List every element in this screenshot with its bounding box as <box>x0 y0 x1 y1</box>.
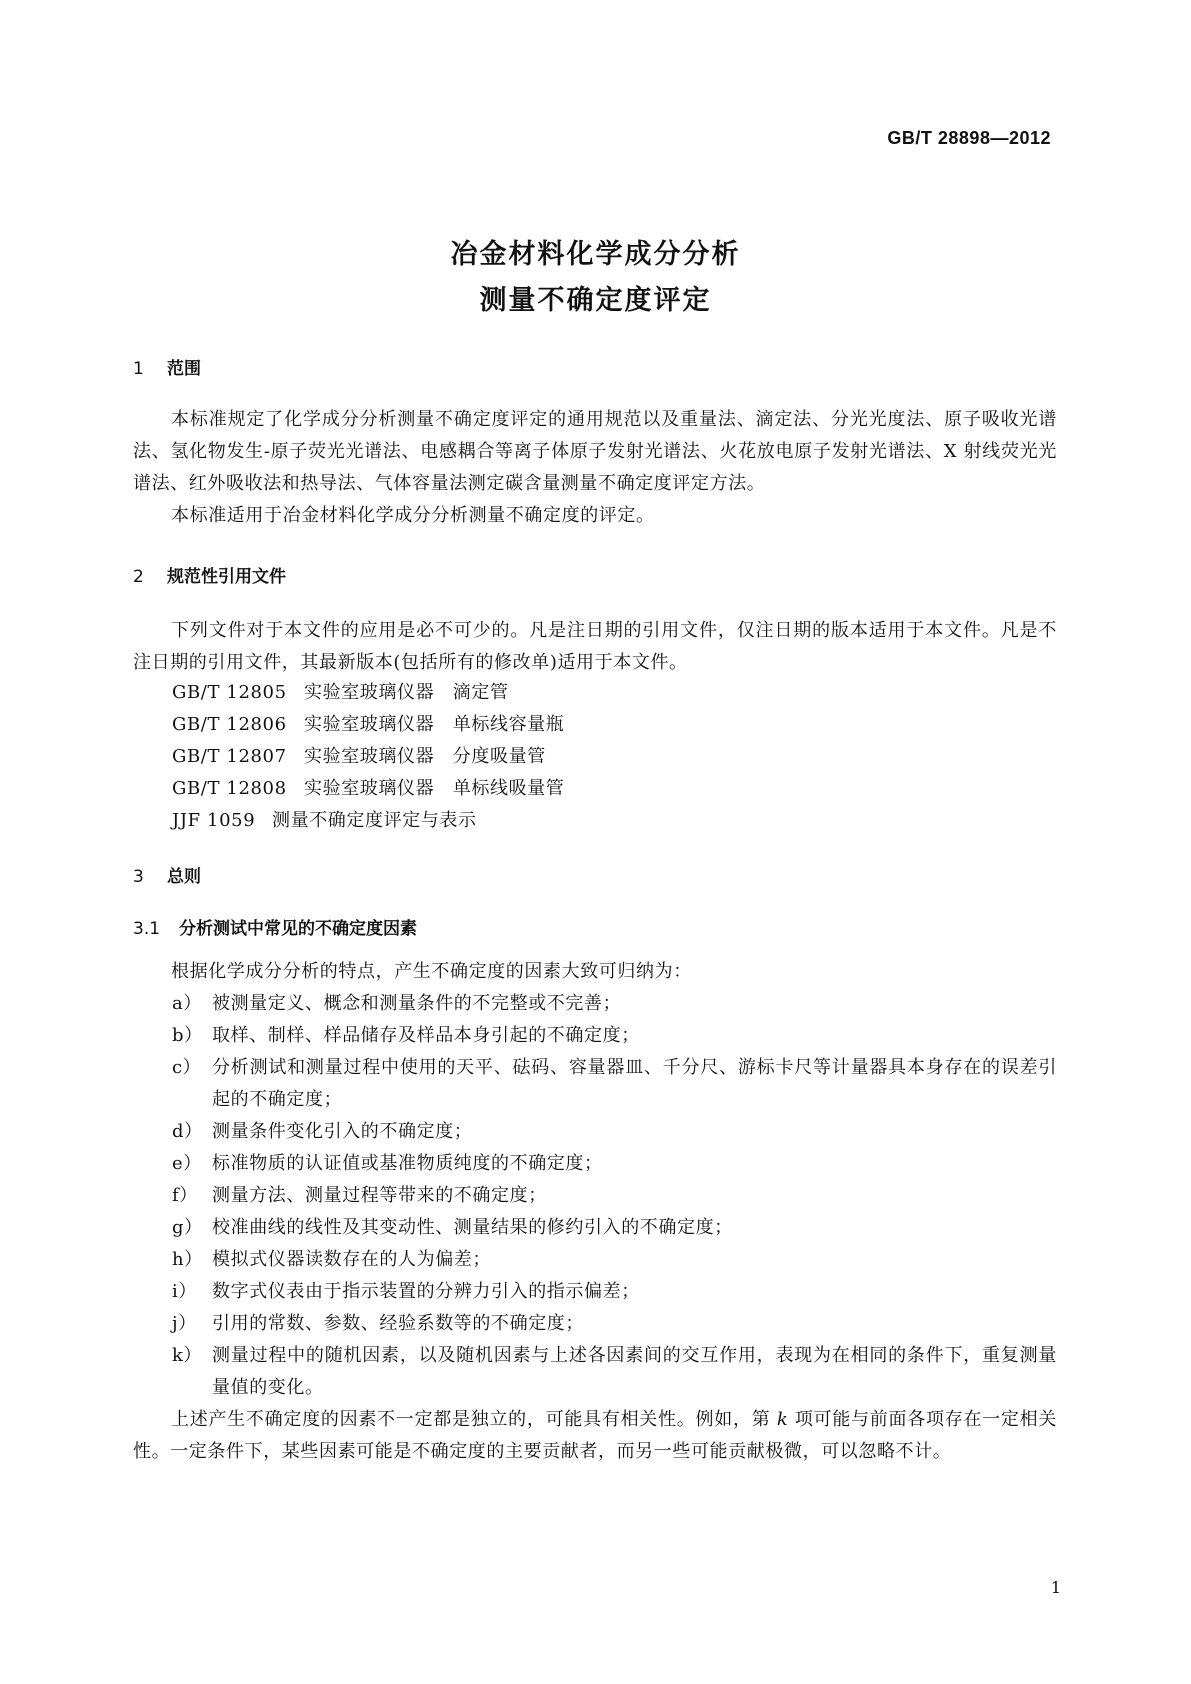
reference-title: 测量不确定度评定与表示 <box>272 810 477 831</box>
list-marker: h） <box>172 1249 203 1270</box>
reference-code: GB/T 12805 <box>172 682 287 703</box>
list-item <box>172 1244 1057 1276</box>
subsection-number: 3.1 <box>133 919 161 939</box>
list-text: 被测量定义、概念和测量条件的不完整或不完善； <box>212 993 622 1014</box>
paragraph-factors-closing <box>133 1404 1057 1468</box>
list-item <box>172 1020 1057 1052</box>
list-text: 测量方法、测量过程等带来的不确定度； <box>212 1185 547 1206</box>
reference-code: GB/T 12806 <box>172 714 287 735</box>
list-marker: g） <box>172 1217 203 1238</box>
list-marker: e） <box>172 1153 202 1174</box>
reference-item <box>172 741 546 773</box>
document-title-line2: 测量不确定度评定 <box>479 285 712 316</box>
reference-title: 实验室玻璃仪器 单标线容量瓶 <box>304 714 565 735</box>
reference-item <box>172 773 564 805</box>
list-item <box>172 1180 1057 1212</box>
list-marker: b） <box>172 1025 203 1046</box>
section-number: 3 <box>133 867 144 887</box>
section-number: 2 <box>133 567 144 587</box>
reference-code: GB/T 12808 <box>172 778 287 799</box>
list-item <box>172 1052 1057 1116</box>
section-heading-2 <box>133 562 286 587</box>
closing-text-part1: 上述产生不确定度的因素不一定都是独立的，可能具有相关性。例如，第 <box>171 1409 777 1430</box>
list-text: 分析测试和测量过程中使用的天平、砝码、容量器皿、千分尺、游标卡尺等计量器具本身存在的误差引起的不确定度； <box>212 1057 1057 1110</box>
page-number: 1 <box>1050 1578 1061 1597</box>
paragraph-normative-references: 下列文件对于本文件的应用是必不可少的。凡是注日期的引用文件，仅注日期的版本适用于本文件。凡是不注日期的引用文件，其最新版本(包括所有的修改单)适用于本文件。 <box>133 620 1057 673</box>
list-item <box>172 1308 1057 1340</box>
list-marker: i） <box>172 1281 197 1302</box>
list-marker: k） <box>172 1345 203 1366</box>
document-title-line1: 冶金材料化学成分分析 <box>450 239 741 270</box>
reference-title: 实验室玻璃仪器 分度吸量管 <box>304 746 546 767</box>
paragraph-scope-2: 本标准适用于冶金材料化学成分分析测量不确定度的评定。 <box>171 505 655 526</box>
standard-code: GB/T 28898—2012 <box>887 128 1051 148</box>
paragraph-factors-intro: 根据化学成分分析的特点，产生不确定度的因素大致可归纳为： <box>171 961 692 982</box>
reference-item <box>172 709 564 741</box>
list-item <box>172 1276 1057 1308</box>
subsection-title: 分析测试中常见的不确定度因素 <box>179 919 417 939</box>
list-item <box>172 1212 1057 1244</box>
list-item <box>172 988 1057 1020</box>
reference-code: GB/T 12807 <box>172 746 287 767</box>
reference-title: 实验室玻璃仪器 滴定管 <box>304 682 509 703</box>
section-heading-3 <box>133 862 201 887</box>
reference-item <box>172 805 477 837</box>
list-text: 测量过程中的随机因素，以及随机因素与上述各因素间的交互作用，表现为在相同的条件下，重复测量量值的变化。 <box>212 1345 1057 1398</box>
list-text: 数字式仪表由于指示装置的分辨力引入的指示偏差； <box>212 1281 640 1302</box>
list-marker: a） <box>172 993 202 1014</box>
section-title: 规范性引用文件 <box>167 567 286 587</box>
section-number: 1 <box>133 359 144 379</box>
list-text: 模拟式仪器读数存在的人为偏差； <box>212 1249 491 1270</box>
list-item <box>172 1148 1057 1180</box>
list-item <box>172 1116 1057 1148</box>
list-marker: j） <box>172 1313 197 1334</box>
list-text: 标准物质的认证值或基准物质纯度的不确定度； <box>212 1153 603 1174</box>
closing-text-part2: 项可能与前面各项存在一定相关性。一定条件下，某些因素可能是不确定度的主要贡献者，而另一些可能贡献极微，可以忽略不计。 <box>133 1409 1057 1462</box>
reference-item <box>172 677 509 709</box>
list-text: 引用的常数、参数、经验系数等的不确定度； <box>212 1313 584 1334</box>
section-heading-1 <box>133 354 201 379</box>
list-marker: d） <box>172 1121 203 1142</box>
subsection-heading-3-1 <box>133 914 417 939</box>
list-text: 校准曲线的线性及其变动性、测量结果的修约引入的不确定度； <box>212 1217 733 1238</box>
reference-title: 实验室玻璃仪器 单标线吸量管 <box>304 778 565 799</box>
list-marker: c） <box>172 1057 202 1078</box>
list-text: 测量条件变化引入的不确定度； <box>212 1121 473 1142</box>
closing-variable: k <box>776 1409 789 1430</box>
list-text: 取样、制样、样品储存及样品本身引起的不确定度； <box>212 1025 640 1046</box>
reference-code: JJF 1059 <box>172 810 256 831</box>
section-title: 总则 <box>167 867 201 887</box>
section-title: 范围 <box>167 359 201 379</box>
list-item <box>172 1340 1057 1404</box>
paragraph-scope-1: 本标准规定了化学成分分析测量不确定度评定的通用规范以及重量法、滴定法、分光光度法、原子吸收光谱法、氢化物发生-原子荧光光谱法、电感耦合等离子体原子发射光谱法、火花放电原子发射光谱法、X 射线荧光光谱法、红外吸收法和热导法、气体容量法测定碳含量测量不确定度评定方法。 <box>133 409 1057 494</box>
list-marker: f） <box>172 1185 198 1206</box>
